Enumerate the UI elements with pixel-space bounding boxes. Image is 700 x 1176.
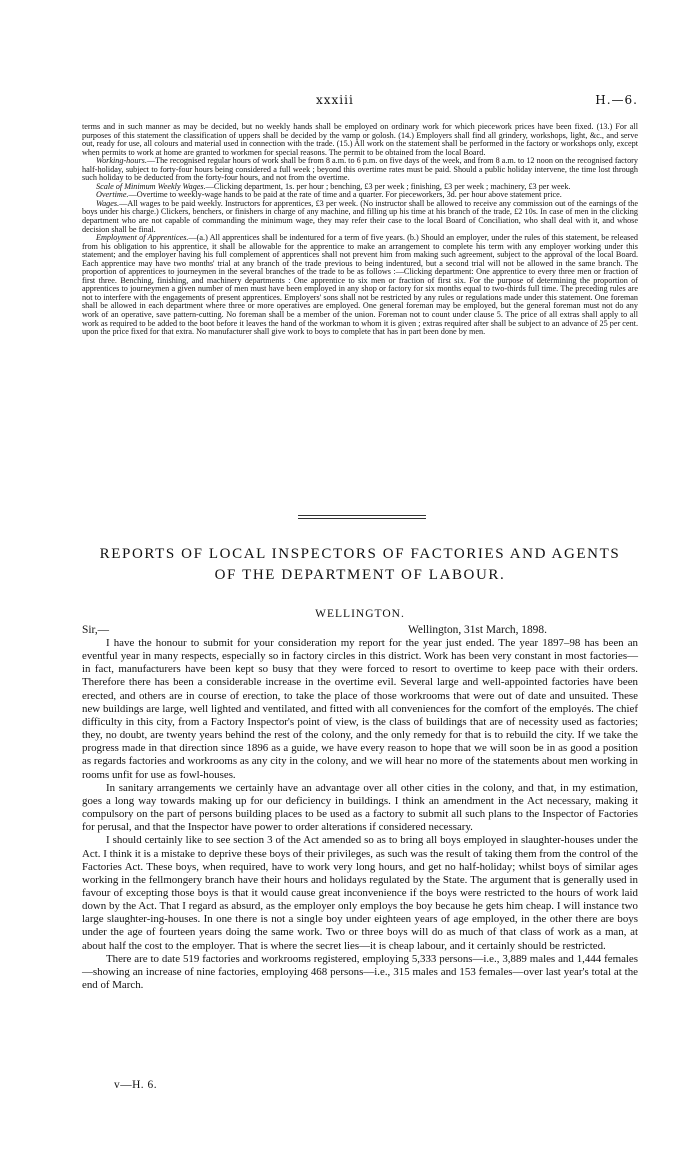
document-reference: H.—6. bbox=[595, 93, 638, 107]
salutation: Sir,— bbox=[82, 624, 110, 636]
report-paragraph: There are to date 519 factories and workrooms registered, employing 5,333 persons—i.e., 3,889 males and 1,444 females—showing an increase of nine factories, employing 468 persons—i.e., 315 males and 153 females—over last year's total at the end of March. bbox=[82, 952, 638, 992]
paragraph-text: terms and in such manner as may be decided, but no weekly hands shall be employed on ordinary work for which piecework prices have been fixed. (13.) For all purposes of this statement the classification of uppers shall be decided by the vamp or golosh. (14.) Employers shall find all grindery, workshops, light, &c., and serve out, ready for use, all colours and material used in connection with the trade. (15.) All work on the statement shall be performed in the factory or workshops only, except when permits to work at home are granted to workmen for special reasons. The permit to be obtained from the local Board. bbox=[82, 122, 638, 157]
report-paragraph: I have the honour to submit for your consideration my report for the year just ended. The year 1897–98 has been an eventful year in many respects, especially so in factory circles in this district. Work has been very constant in most factories—in fact, manufacturers have been kept so busy that they were forced to resort to overtime to keep pace with their orders. Therefore there has been a considerable increase in the overtime evil. Several large and well-appointed factories have been erected, and others are in course of erection, to take the place of those workrooms that were out of date and unsuited. These new buildings are large, well lighted and ventilated, and fitted with all conveniences for the comfort of the employés. The chief difficulty in this city, from a Factory Inspector's point of view, is the class of buildings that are of necessity used as factories; they, no doubt, are twenty years behind the rest of the colony, and the only remedy for that is to rebuild the city. If we take the progress made in that direction since 1896 as a guide, we have every reason to hope that we will soon be in as good a position as regards factories and workrooms as any city in the colony, and we will hear no more of the statements about men working in rooms unfit for use as fowl-houses. bbox=[82, 637, 638, 781]
apprentices-paragraph bbox=[82, 234, 638, 337]
paragraph-text: —Overtime to weekly-wage hands to be paid at the rate of time and a quarter. For pieceworkers, 3d. per hour above statement price. bbox=[128, 190, 562, 200]
report-paragraph: In sanitary arrangements we certainly have an advantage over all other cities in the colony, and that, in my estimation, goes a long way towards making up for our deficiency in buildings. I think an amendment in the Act necessary, making it compulsory on the part of persons building places to be used as a factory to submit all such plans to the Inspector of Factories for perusal, and that the Inspector have power to order alterations if considered necessary. bbox=[82, 781, 638, 834]
paragraph-heading: Scale of Minimum Weekly Wages. bbox=[96, 181, 206, 191]
working-hours-paragraph bbox=[82, 157, 638, 183]
section-divider bbox=[298, 515, 426, 521]
section-title-line2: OF THE DEPARTMENT OF LABOUR. bbox=[214, 567, 506, 583]
paragraph-heading: Working-hours. bbox=[96, 156, 147, 166]
paragraph-heading: Overtime. bbox=[96, 190, 129, 200]
paragraph-text: —All wages to be paid weekly. Instructors for apprentices, £3 per week. (No instructor shall be allowed to receive any commission out of the earnings of the boys under his charge.) Clickers, benchers, or finishers in charge of any machine, and filling up his time at his branch of the trade, £2 10s. In case of men in the clicking department who are not capable of commanding the minimum wage, they may refer their case to the local Board of Conciliation, who shall deal with it, and whose decision shall be final. bbox=[82, 198, 638, 234]
paragraph-text: —Clicking department, 1s. per hour ; benching, £3 per week ; finishing, £3 per week ; machinery, £3 per week. bbox=[205, 181, 571, 191]
report-paragraph: I should certainly like to see section 3 of the Act amended so as to bring all boys employed in slaughter-houses under the Act. I think it is a mistake to deprive these boys of their privileges, as such was the result of taking them from the control of the Factories Act. These boys, when required, have to work very long hours, and get no half-holiday; whilst boys of similar ages working in the fellmongery branch have their hours and holidays regulated by the State. The argument that is generally used in favour of excepting those boys is that it would cause great inconvenience if the boys were restricted to the hours of work laid down by the Act. That I regard as absurd, as the employer only employs the boy because he gets him cheap. I will instance two large slaughter-ing-houses. In one there is not a single boy under eighteen years of age employed, in the other there are boys under the age of fourteen years doing the same work. Two or three boys will do as much of that class of work as a man, at about half the cost to the employer. That is where the secret lies—it is cheap labour, and it certainly should be restricted. bbox=[82, 834, 638, 952]
place-heading: WELLINGTON. bbox=[315, 608, 405, 620]
page-header bbox=[82, 93, 638, 109]
continuation-text bbox=[82, 123, 638, 337]
paragraph-heading: Employment of Apprentices. bbox=[96, 233, 189, 243]
continuation-paragraph bbox=[82, 123, 638, 157]
report-date: Wellington, 31st March, 1898. bbox=[408, 624, 547, 636]
section-title-line1: REPORTS OF LOCAL INSPECTORS OF FACTORIES AND AGENTS bbox=[99, 546, 621, 562]
wages-paragraph bbox=[82, 200, 638, 234]
paragraph-text: —(a.) All apprentices shall be indentured for a term of five years. (b.) Should an employer, under the rules of this statement, be released from his obligation to his apprentice, it shall be allowable for the apprentice to make an arrangement to complete his term with any employer working under this statement; and the employer having his full complement of apprentices shall not prevent him from making such agreement, subject to the approval of the local Board. Each apprentice may have two months' trial at any branch of the trade previous to being indentured, but a second trial will not be allowed in the same branch. The proportion of apprentices to journeymen in the several branches of the trade to be as follows :—Clicking department: One apprentice to every three men or fraction of first three. Benching, finishing, and machinery departments : One apprentice to six men or fraction of first six. For the purpose of determining the proportion of apprentices to journeymen a given number of men must have been employed in any shop or factory for six months equal to two-thirds full time. The preceding rules are not to interfere with the engagements of present apprentices. Employers' sons shall not be restricted by any rules or regulations made under this statement. One foreman shall be allowed in each department where three or more operatives are employed. One general foreman may be employed, but the general foreman must not do any work of an operative, save pattern-cutting. No foreman shall be a member of the union. Foreman not to count under clause 5. The price of all extras shall apply to all work as required to be added to the boot before it leaves the hand of the workman to whom it is given ; extras required after shall be subject to an advance of 25 per cent. upon the price fixed for that extra. No manufacturer shall give work to boys to complete that has in part been done by men. bbox=[82, 233, 638, 337]
paragraph-heading: Wages. bbox=[96, 198, 120, 208]
page-number: xxxiii bbox=[316, 93, 354, 107]
paragraph-text: —The recognised regular hours of work shall be from 8 a.m. to 6 p.m. on five days of the week, and from 8 a.m. to 12 noon on the recognised factory half-holiday, subject to forty-four hours being considered a full week ; beyond this overtime rates must be paid. Should a public holiday intervene, the time lost through such holiday to be deducted from the forty-four hours, and not from the overtime. bbox=[82, 156, 638, 183]
report-body bbox=[82, 637, 638, 992]
signature-mark: v—H. 6. bbox=[114, 1079, 158, 1091]
